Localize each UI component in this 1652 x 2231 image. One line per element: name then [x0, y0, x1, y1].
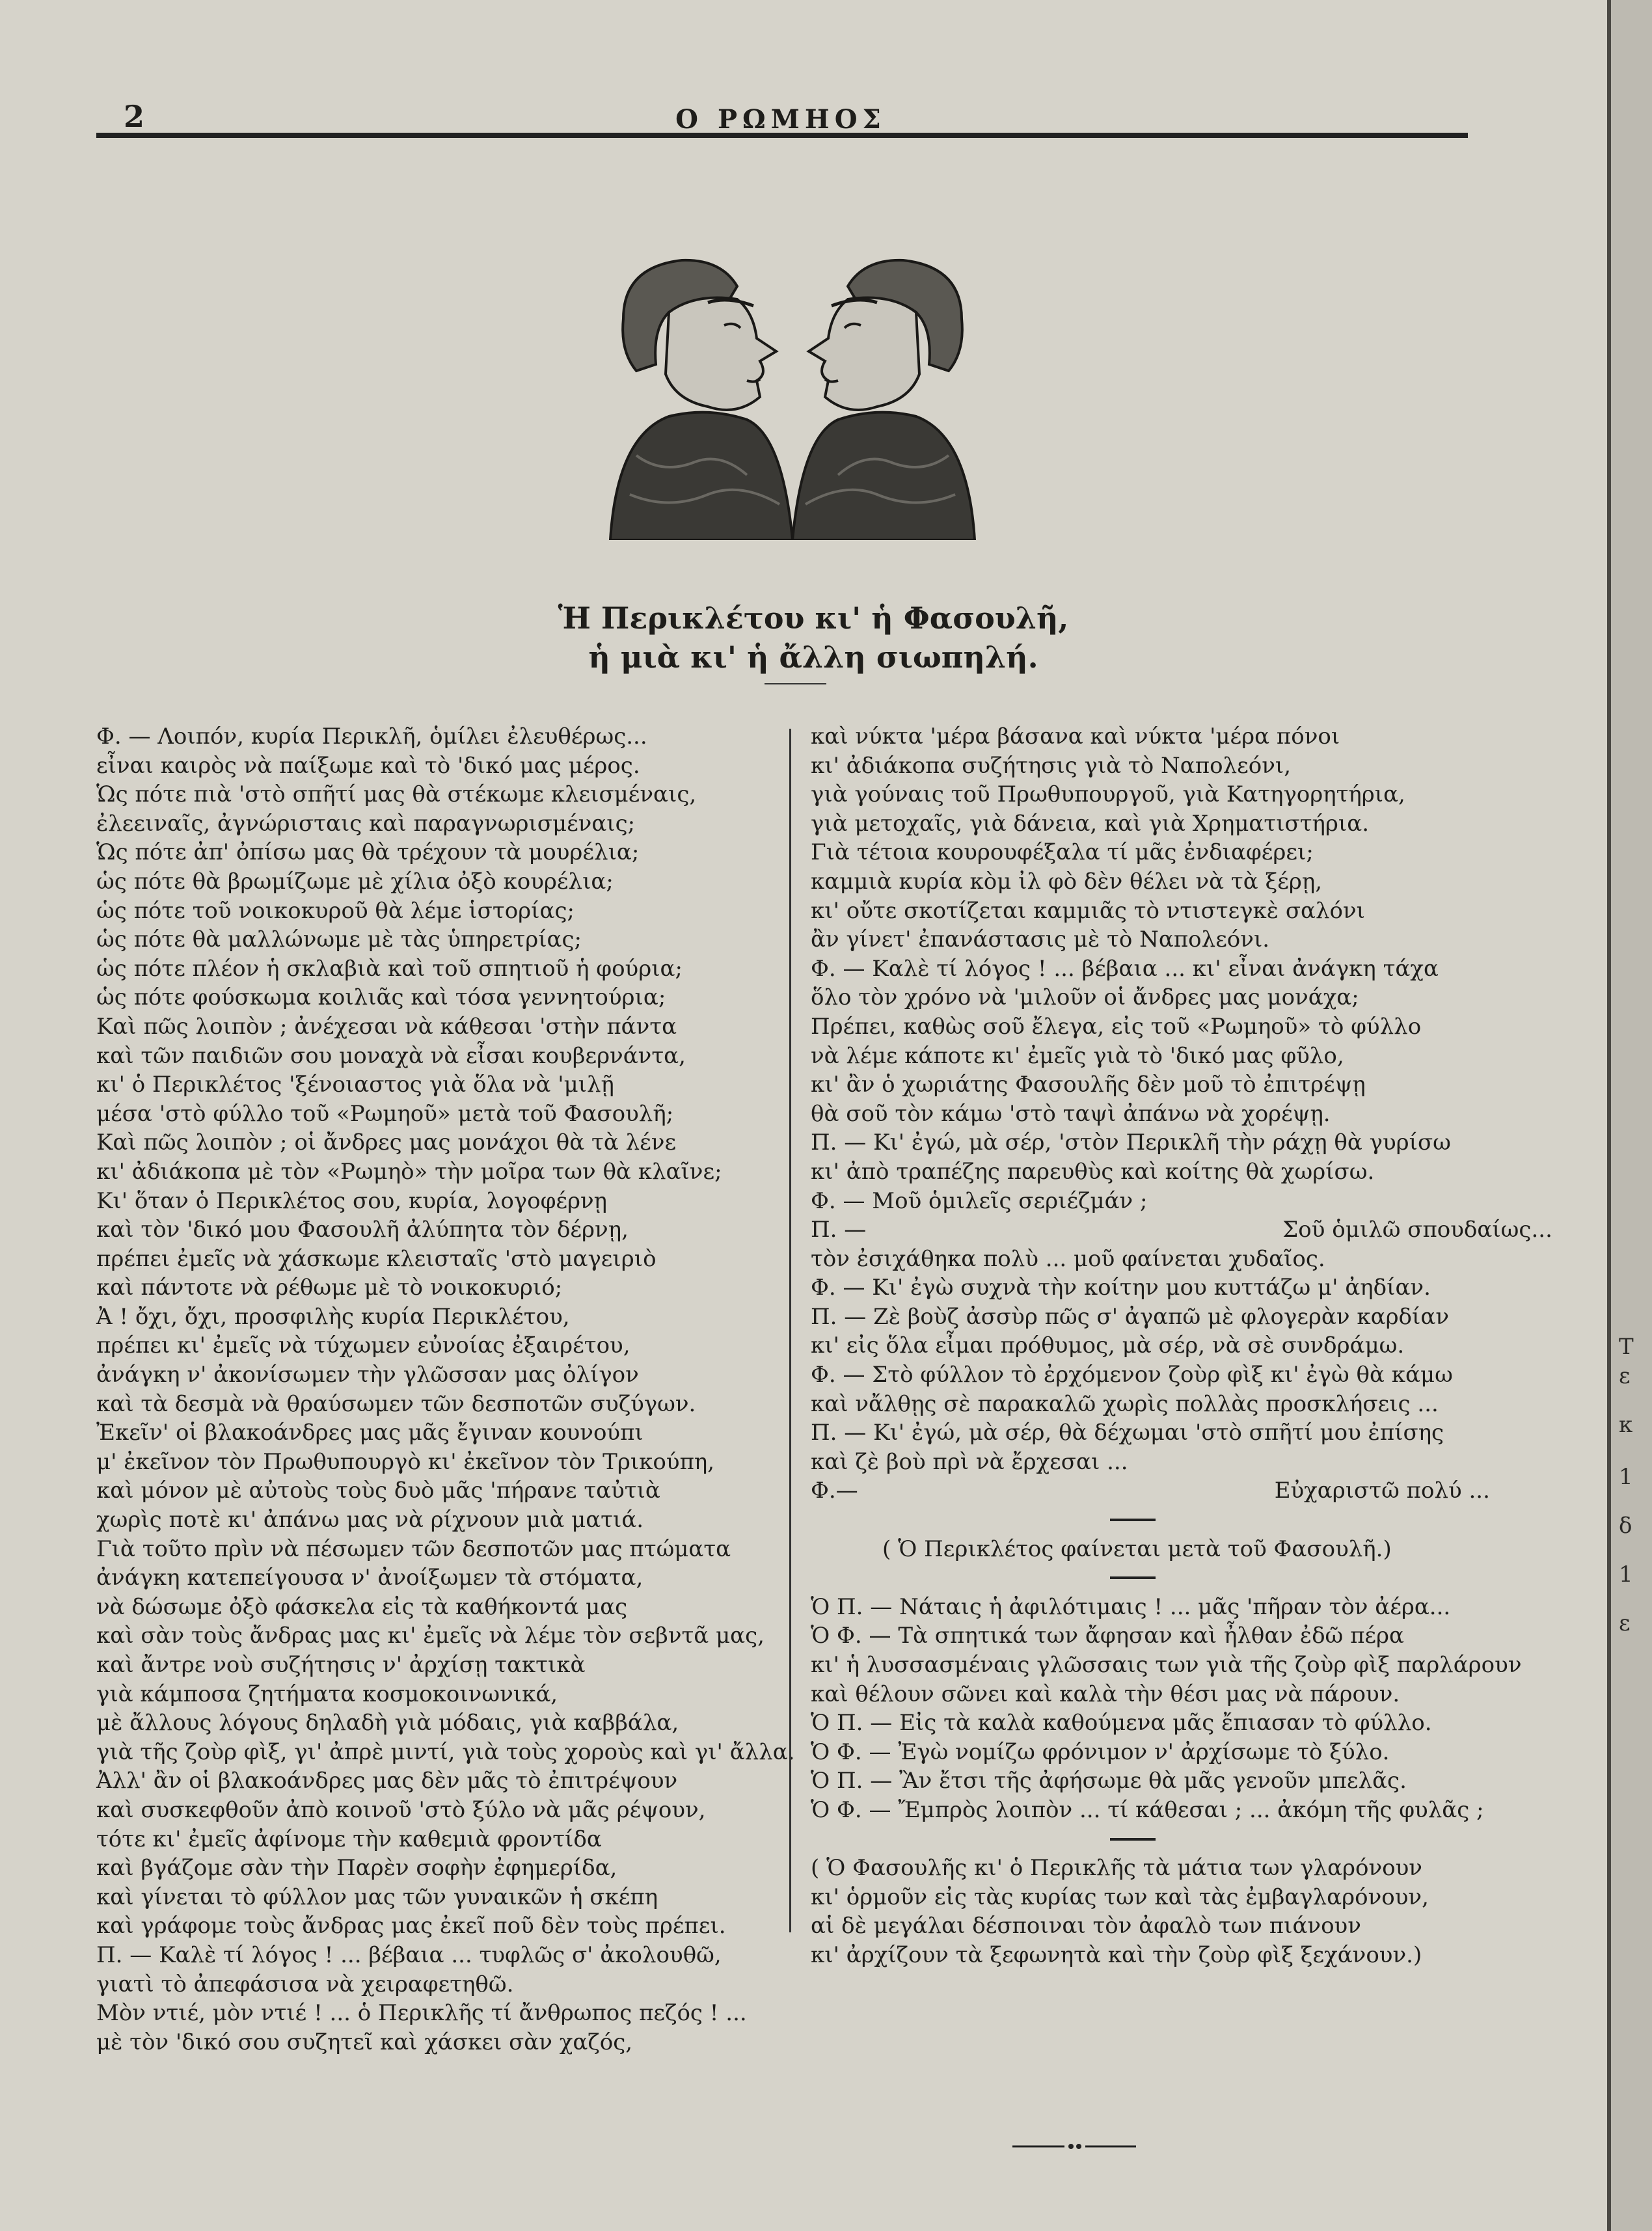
verse-line: Π. — Καλὲ τί λόγος ! ... βέβαια ... τυφλῶς σ' ἀκολουθῶ, — [96, 1941, 722, 1968]
verse-line: Πρέπει, καθὼς σοῦ ἔλεγα, εἰς τοῦ «Ρωμηοῦ» τὸ φύλλο — [811, 1013, 1422, 1040]
verse-line: ὡς πότε θὰ μαλλώνωμε μὲ τὰς ὑπηρετρίας; — [96, 926, 582, 953]
dialogue-line: Ὁ Π. — Εἰς τὰ καλὰ καθούμενα μᾶς ἔπιασαν τὸ φύλλο. — [811, 1710, 1432, 1737]
dialogue-line: καὶ θέλουν σῶνει καὶ καλὰ τὴν θέσι μας νὰ πάρουν. — [811, 1681, 1400, 1707]
verse-line: θὰ σοῦ τὸν κάμω 'στὸ ταψὶ ἀπάνω νὰ χορέψῃ. — [811, 1100, 1331, 1127]
heading-line-1: Ἡ Περικλέτου κι' ἡ Φασουλῆ, — [558, 601, 1069, 636]
adjacent-page-edge — [1607, 0, 1652, 2231]
dialogue-line: Ὁ Φ. — Ἐγὼ νομίζω φρόνιμον ν' ἀρχίσωμε τὸ ξύλο. — [811, 1738, 1390, 1765]
end-ornament-icon — [1012, 2142, 1136, 2151]
verse-line: καὶ νύκτα 'μέρα βάσανα καὶ νύκτα 'μέρα πόνοι — [811, 723, 1340, 750]
section-separator — [811, 1563, 1468, 1593]
verse-line: Π. — Κι' ἐγώ, μὰ σέρ, θὰ δέχωμαι 'στὸ σπῆτί μου ἐπίσης — [811, 1420, 1444, 1446]
verse-line: ἐλεειναῖς, ἀγνώρισταις καὶ παραγνωρισμέναις; — [96, 810, 636, 837]
margin-glyph: δ — [1619, 1513, 1632, 1539]
dialogue-line: Ὁ Π. — Ἂν ἔτσι τῆς ἀφήσωμε θὰ μᾶς γενοῦν μπελᾶς. — [811, 1768, 1407, 1794]
verse-line: κι' οὔτε σκοτίζεται καμμιᾶς τὸ ντιστεγκὲ σαλόνι — [811, 897, 1366, 924]
verse-line: Ὡς πότε ἀπ' ὀπίσω μας θὰ τρέχουν τὰ μουρέλια; — [96, 839, 640, 866]
stage-direction-line: αἱ δὲ μεγάλαι δέσποιναι τὸν ἀφαλὸ των πιάνουν — [811, 1913, 1361, 1940]
newspaper-title: Ο ΡΩΜΗΟΣ — [675, 104, 886, 135]
margin-glyph: 1 — [1619, 1464, 1633, 1490]
stage-direction-line: κι' ἀρχίζουν τὰ ξεφωνητὰ καὶ τὴν ζοὺρ φὶξ ξεχάνουν.) — [811, 1941, 1422, 1968]
section-separator — [811, 1825, 1468, 1854]
verse-line: καὶ ζὲ βοὺ πρὶ νὰ ἔρχεσαι ... — [811, 1448, 1128, 1475]
verse-line: Ἀ ! ὄχι, ὄχι, προσφιλὴς κυρία Περικλέτου, — [96, 1303, 570, 1330]
verse-line: Γιὰ τέτοια κουρουφέξαλα τί μᾶς ἐνδιαφέρει; — [811, 839, 1314, 866]
margin-glyph: Τ — [1619, 1334, 1634, 1360]
verse-line: Π. — Κι' ἐγώ, μὰ σέρ, 'στὸν Περικλῆ τὴν ράχῃ θὰ γυρίσω — [811, 1129, 1451, 1156]
verse-line: καμμιὰ κυρία κὸμ ἰλ φὸ δὲν θέλει νὰ τὰ ξέρῃ, — [811, 868, 1323, 895]
split-line-1-speaker: Π. — — [811, 1217, 867, 1243]
stage-direction-1: ( Ὁ Περικλέτος φαίνεται μετὰ τοῦ Φασουλῆ.) — [882, 1535, 1392, 1562]
verse-line: καὶ σὰν τοὺς ἄνδρας μας κι' ἐμεῖς νὰ λέμε τὸν σεβντᾶ μας, — [96, 1623, 765, 1649]
verse-line: Π. — Ζὲ βοὺζ ἀσσὺρ πῶς σ' ἀγαπῶ μὲ φλογερὰν καρδίαν — [811, 1303, 1449, 1330]
margin-glyph: ε — [1619, 1363, 1631, 1389]
verse-line: Γιὰ τοῦτο πρὶν νὰ πέσωμεν τῶν δεσποτῶν μας πτώματα — [96, 1535, 731, 1562]
verse-line: πρέπει ἐμεῖς νὰ χάσκωμε κλεισταῖς 'στὸ μαγειριὸ — [96, 1245, 657, 1272]
dialogue-line: Ὁ Π. — Νάταις ἡ ἀφιλότιμαις ! ... μᾶς 'πῆραν τὸν ἀέρα... — [811, 1593, 1451, 1620]
verse-line: Μὸν ντιέ, μὸν ντιέ ! ... ὁ Περικλῆς τί ἄνθρωπος πεζός ! ... — [96, 2000, 747, 2027]
stage-direction-line: κι' ὁρμοῦν εἰς τὰς κυρίας των καὶ τὰς ἐμβαγλαρόνουν, — [811, 1884, 1429, 1910]
verse-line: καὶ πάντοτε νὰ ρέθωμε μὲ τὸ νοικοκυριό; — [96, 1275, 563, 1301]
right-column — [811, 722, 1552, 1970]
verse-line: κι' ἂν ὁ χωριάτης Φασουλῆς δὲν μοῦ τὸ ἐπιτρέψῃ — [811, 1072, 1366, 1098]
verse-line: Φ. — Στὸ φύλλον τὸ ἐρχόμενον ζοὺρ φὶξ κι' ἐγὼ θὰ κάμω — [811, 1362, 1453, 1388]
header-rule — [96, 133, 1468, 138]
verse-line: Κι' ὅταν ὁ Περικλέτος σου, κυρία, λογοφέρνῃ — [96, 1187, 608, 1214]
verse-line: ὡς πότε θὰ βρωμίζωμε μὲ χίλια ὀξὸ κουρέλια; — [96, 868, 614, 895]
verse-line: μὲ τὸν 'δικό σου συζητεῖ καὶ χάσκει σὰν χαζός, — [96, 2029, 633, 2055]
split-line-2-speaker: Φ.— — [811, 1478, 858, 1504]
verse-line: κι' ὁ Περικλέτος 'ξένοιαστος γιὰ ὅλα νὰ 'μιλῇ — [96, 1072, 614, 1098]
margin-glyph: κ — [1619, 1412, 1633, 1438]
verse-line: κι' ἀπὸ τραπέζης παρευθὺς καὶ κοίτης θὰ χωρίσω. — [811, 1158, 1375, 1185]
verse-line: εἶναι καιρὸς νὰ παίξωμε καὶ τὸ 'δικό μας μέρος. — [96, 752, 640, 779]
verse-line: μ' ἐκεῖνον τὸν Πρωθυπουργὸ κι' ἐκεῖνον τὸν Τρικούπη, — [96, 1448, 715, 1475]
verse-line: καὶ ἄντρε νοὺ συζήτησις ν' ἀρχίσῃ τακτικὰ — [96, 1652, 586, 1678]
two-women-in-bonnets-face-to-face-icon — [597, 241, 988, 540]
left-column — [96, 722, 795, 2057]
verse-line: καὶ γράφομε τοὺς ἄνδρας μας ἐκεῖ ποῦ δὲν τοὺς πρέπει. — [96, 1913, 726, 1940]
verse-line: Ὡς πότε πιὰ 'στὸ σπῆτί μας θὰ στέκωμε κλεισμέναις, — [96, 781, 697, 808]
column-divider — [789, 729, 791, 1932]
verse-line: Ἐκεῖν' οἱ βλακοάνδρες μας μᾶς ἔγιναν κουνούπι — [96, 1420, 643, 1446]
section-separator — [811, 1506, 1468, 1535]
dialogue-line: Ὁ Φ. — Τὰ σπητικά των ἄφησαν καὶ ἦλθαν ἐδῶ πέρα — [811, 1623, 1404, 1649]
verse-line: Φ. — Κι' ἐγὼ συχνὰ τὴν κοίτην μου κυττάζω μ' ἀηδίαν. — [811, 1275, 1431, 1301]
stage-direction-line: ( Ὁ Φασουλῆς κι' ὁ Περικλῆς τὰ μάτια των γλαρόνουν — [811, 1855, 1422, 1882]
verse-line: καὶ μόνον μὲ αὐτοὺς τοὺς δυὸ μᾶς 'πήρανε ταὐτιὰ — [96, 1478, 660, 1504]
verse-line: ὡς πότε φούσκωμα κοιλιᾶς καὶ τόσα γεννητούρια; — [96, 984, 666, 1011]
verse-line: Καὶ πῶς λοιπὸν ; ἀνέχεσαι νὰ κάθεσαι 'στὴν πάντα — [96, 1013, 677, 1040]
dialogue-line: Ὁ Φ. — Ἔμπρὸς λοιπὸν ... τί κάθεσαι ; ... ἀκόμη τῆς φυλᾶς ; — [811, 1796, 1484, 1823]
verse-line: γιὰ τῆς ζοὺρ φὶξ, γι' ἀπρὲ μιντί, γιὰ τοὺς χοροὺς καὶ γι' ἄλλα. — [96, 1738, 795, 1765]
verse-line: νὰ δώσωμε ὀξὸ φάσκελα εἰς τὰ καθήκοντά μας — [96, 1593, 628, 1620]
verse-line: Φ. — Μοῦ ὁμιλεῖς σεριέζμάν ; — [811, 1187, 1148, 1214]
verse-line: κι' εἰς ὅλα εἶμαι πρόθυμος, μὰ σέρ, νὰ σὲ συνδράμω. — [811, 1332, 1405, 1359]
verse-line: καὶ βγάζομε σὰν τὴν Παρὲν σοφὴν ἐφημερίδα, — [96, 1855, 617, 1882]
heading-line-2: ἡ μιὰ κι' ἡ ἄλλη σιωπηλή. — [588, 640, 1038, 675]
margin-glyph: ε — [1619, 1610, 1631, 1636]
article-heading — [390, 599, 1236, 677]
verse-line: πρέπει κι' ἐμεῖς νὰ τύχωμεν εὐνοίας ἐξαιρέτου, — [96, 1332, 630, 1359]
verse-line: καὶ τῶν παιδιῶν σου μοναχὰ νὰ εἶσαι κουβερνάντα, — [96, 1042, 686, 1069]
verse-line: καὶ συσκεφθοῦν ἀπὸ κοινοῦ 'στὸ ξύλο νὰ μᾶς ρέψουν, — [96, 1796, 706, 1823]
verse-line: καὶ νἄλθῃς σὲ παρακαλῶ χωρὶς πολλὰς προσκλήσεις ... — [811, 1390, 1439, 1417]
verse-line: μέσα 'στὸ φύλλο τοῦ «Ρωμηοῦ» μετὰ τοῦ Φασουλῆ; — [96, 1100, 674, 1127]
verse-line: ἂν γίνετ' ἐπανάστασις μὲ τὸ Ναπολεόνι. — [811, 926, 1270, 953]
verse-line: γιατὶ τὸ ἀπεφάσισα νὰ χειραφετηθῶ. — [96, 1971, 514, 1997]
verse-line: χωρὶς ποτὲ κι' ἀπάνω μας νὰ ρίχνουν μιὰ ματιά. — [96, 1507, 644, 1534]
verse-line: Καὶ πῶς λοιπὸν ; οἱ ἄνδρες μας μονάχοι θὰ τὰ λένε — [96, 1129, 677, 1156]
verse-line: ὡς πότε πλέον ἡ σκλαβιὰ καὶ τοῦ σπητιοῦ ἡ φούρια; — [96, 955, 683, 982]
verse-line: καὶ τὰ δεσμὰ νὰ θραύσωμεν τῶν δεσποτῶν συζύγων. — [96, 1390, 696, 1417]
verse-line: Φ. — Καλὲ τί λόγος ! ... βέβαια ... κι' εἶναι ἀνάγκη τάχα — [811, 955, 1439, 982]
verse-line: ἀνάγκη κατεπείγουσα ν' ἀνοίξωμεν τὰ στόματα, — [96, 1565, 643, 1591]
verse-line: καὶ γίνεται τὸ φύλλον μας τῶν γυναικῶν ἡ σκέπη — [96, 1884, 658, 1910]
verse-line: καὶ τὸν 'δικό μου Φασουλῆ ἀλύπητα τὸν δέρνῃ, — [96, 1217, 629, 1243]
verse-line: Ἀλλ' ἂν οἱ βλακοάνδρες μας δὲν μᾶς τὸ ἐπιτρέψουν — [96, 1768, 678, 1794]
verse-line: ὡς πότε τοῦ νοικοκυροῦ θὰ λέμε ἱστορίας; — [96, 897, 575, 924]
split-line-2 — [811, 1476, 1490, 1506]
verse-line: ὅλο τὸν χρόνο νὰ 'μιλοῦν οἱ ἄνδρες μας μονάχα; — [811, 984, 1359, 1011]
verse-line: γιὰ κάμποσα ζητήματα κοσμοκοινωνικά, — [96, 1681, 558, 1707]
verse-line: τὸν ἐσιχάθηκα πολὺ ... μοῦ φαίνεται χυδαῖος. — [811, 1245, 1325, 1272]
verse-line: γιὰ γούναις τοῦ Πρωθυπουργοῦ, γιὰ Κατηγορητήρια, — [811, 781, 1405, 808]
verse-line: νὰ λέμε κάποτε κι' ἐμεῖς γιὰ τὸ 'δικό μας φῦλο, — [811, 1042, 1344, 1069]
verse-line: τότε κι' ἐμεῖς ἀφίνομε τὴν καθεμιὰ φροντίδα — [96, 1826, 602, 1852]
split-line-1-text: Σοῦ ὁμιλῶ σπουδαίως... — [1282, 1217, 1552, 1243]
heading-rule — [765, 683, 826, 684]
verse-line: Φ. — Λοιπόν, κυρία Περικλῆ, ὁμίλει ἐλευθέρως... — [96, 723, 647, 750]
verse-line: μὲ ἄλλους λόγους δηλαδὴ γιὰ μόδαις, γιὰ καββάλα, — [96, 1710, 679, 1737]
page-number: 2 — [124, 99, 145, 134]
verse-line: κι' ἀδιάκοπα συζήτησις γιὰ τὸ Ναπολεόνι, — [811, 752, 1292, 779]
verse-line: γιὰ μετοχαῖς, γιὰ δάνεια, καὶ γιὰ Χρηματιστήρια. — [811, 810, 1370, 837]
split-line-1 — [811, 1215, 1552, 1245]
verse-line: ἀνάγκη ν' ἀκονίσωμεν τὴν γλῶσσαν μας ὀλίγον — [96, 1362, 639, 1388]
margin-glyph: 1 — [1619, 1562, 1633, 1588]
dialogue-line: κι' ἡ λυσσασμέναις γλῶσσαις των γιὰ τῆς ζοὺρ φὶξ παρλάρουν — [811, 1652, 1522, 1678]
verse-line: κι' ἀδιάκοπα μὲ τὸν «Ρωμηὸ» τὴν μοῖρα των θὰ κλαῖνε; — [96, 1158, 722, 1185]
split-line-2-text: Εὐχαριστῶ πολύ ... — [1274, 1478, 1490, 1504]
